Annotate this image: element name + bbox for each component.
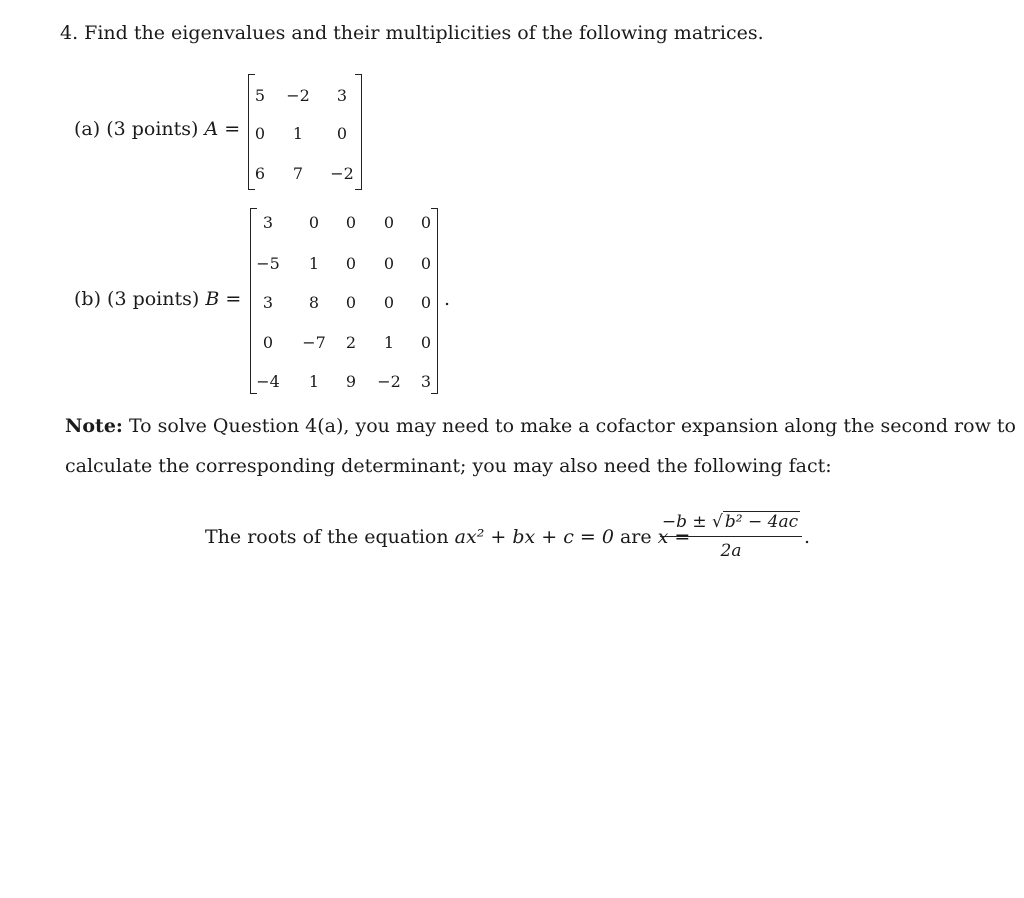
note-line-1 <box>65 406 1016 446</box>
matrix-cell: −4 <box>256 372 280 391</box>
matrix-cell: 0 <box>254 124 266 143</box>
quadratic-formula-sentence <box>205 526 690 548</box>
note-label: Note: <box>65 415 123 437</box>
matrix-cell: −2 <box>286 86 310 105</box>
fraction-bar <box>660 536 802 537</box>
matrix-cell: 0 <box>420 254 432 273</box>
matrix-cell: 0 <box>383 293 395 312</box>
matrix-cell: 0 <box>262 333 274 352</box>
matrix-cell: 7 <box>292 164 304 183</box>
matrix-cell: 9 <box>345 372 357 391</box>
sqrt-radicand: b² − 4ac <box>724 512 799 532</box>
question-title: 4. Find the eigenvalues and their multiplicities of the following matrices. <box>60 22 764 44</box>
matrix-cell: 5 <box>254 86 266 105</box>
matrix-cell: 3 <box>262 213 274 232</box>
matrix-cell: 1 <box>383 333 395 352</box>
part-a-lhs: A = <box>204 118 241 140</box>
matrix-b <box>250 208 438 394</box>
matrix-cell: 0 <box>345 213 357 232</box>
matrix-cell: 3 <box>336 86 348 105</box>
formula-middle: are <box>619 526 652 548</box>
matrix-cell: 8 <box>308 293 320 312</box>
matrix-cell: 1 <box>292 124 304 143</box>
fraction-denominator: 2a <box>720 541 742 561</box>
matrix-cell: −2 <box>330 164 354 183</box>
matrix-cell: −7 <box>302 333 326 352</box>
matrix-cell: 0 <box>383 254 395 273</box>
part-a-label <box>74 118 240 140</box>
matrix-cell: 0 <box>308 213 320 232</box>
matrix-cell: 0 <box>420 213 432 232</box>
note-text-1: To solve Question 4(a), you may need to make a cofactor expansion along the second row to <box>128 415 1016 437</box>
matrix-cell: 0 <box>420 333 432 352</box>
matrix-cell: 0 <box>336 124 348 143</box>
matrix-cell: 0 <box>420 293 432 312</box>
matrix-a <box>248 74 362 190</box>
sqrt-symbol: √ <box>712 512 723 532</box>
part-b-points: (b) (3 points) <box>74 288 200 310</box>
matrix-cell: 1 <box>308 254 320 273</box>
part-a-points: (a) (3 points) <box>74 118 199 140</box>
formula-prefix: The roots of the equation <box>205 526 449 548</box>
formula-period: . <box>804 526 811 548</box>
fraction-numerator <box>660 512 802 534</box>
matrix-cell: 0 <box>345 254 357 273</box>
matrix-cell: 0 <box>383 213 395 232</box>
part-b-lhs: B = <box>205 288 242 310</box>
matrix-cell: 6 <box>254 164 266 183</box>
matrix-cell: −2 <box>377 372 401 391</box>
matrix-cell: 2 <box>345 333 357 352</box>
matrix-cell: 0 <box>345 293 357 312</box>
matrix-cell: 1 <box>308 372 320 391</box>
matrix-b-period: . <box>444 288 451 310</box>
matrix-cell: 3 <box>262 293 274 312</box>
quadratic-fraction <box>657 512 802 561</box>
matrix-cell: 3 <box>420 372 432 391</box>
part-b-label <box>74 288 241 310</box>
numerator-lead: −b ± <box>661 512 707 532</box>
formula-x-equals: x = <box>657 526 691 548</box>
note-line-2: calculate the corresponding determinant; you may also need the following fact: <box>65 455 832 477</box>
quadratic-equation: ax² + bx + c = 0 <box>454 526 614 548</box>
matrix-cell: −5 <box>256 254 280 273</box>
